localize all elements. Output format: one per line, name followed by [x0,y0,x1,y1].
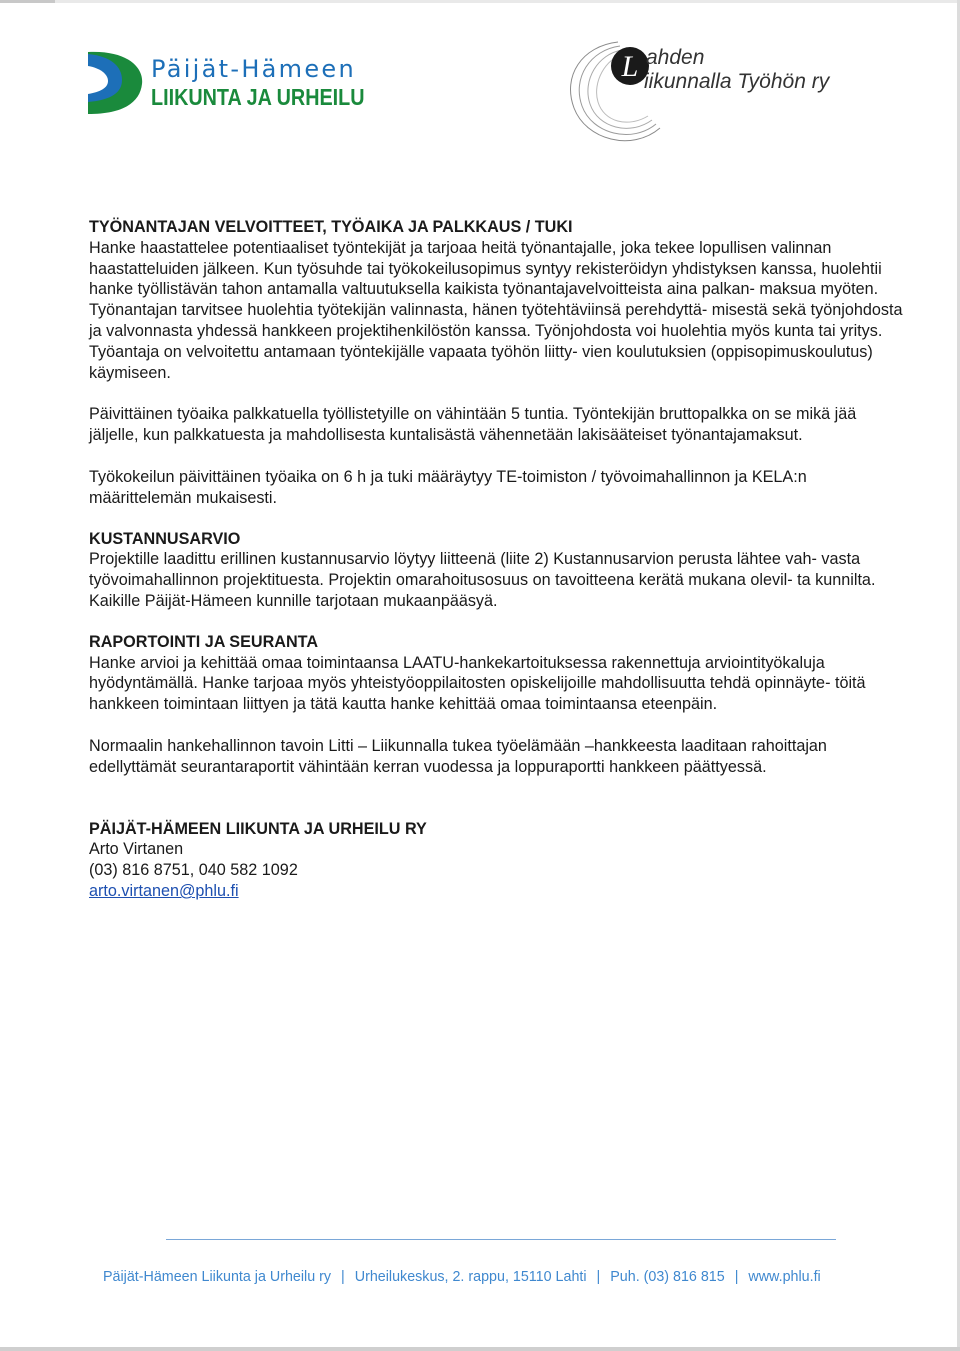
signature-email-link[interactable]: arto.virtanen@phlu.fi [89,881,239,900]
section-reporting [89,632,904,778]
org-logo-line1: Päijät-Hämeen [151,55,356,83]
signature-name: Arto Virtanen [89,840,184,859]
signature-org: PÄIJÄT-HÄMEEN LIIKUNTA JA URHEILU RY [89,819,427,838]
footer-separator: | [734,1269,739,1285]
footer-separator: | [596,1269,601,1285]
signature-phones: (03) 816 8751, 040 582 1092 [89,861,298,880]
footer-web[interactable]: www.phlu.fi [748,1269,821,1285]
section-cost-estimate [89,529,904,612]
section-paragraph: Päivittäinen työaika palkkatuella työllistetyille on vähintään 5 tuntia. Työntekijän bruttopalkka on se mikä jää jäljelle, kun palkkatuesta ja mahdollisesta kuntalisästä vähennetään lakisääteiset työnantajamaksut. [89,405,857,445]
footer-org: Päijät-Hämeen Liikunta ja Urheilu ry [103,1269,332,1285]
section-heading: TYÖNANTAJAN VELVOITTEET, TYÖAIKA JA PALKKAUS / TUKI [89,218,573,236]
partner-logo-letter-text: L [621,50,639,83]
org-logo-mark [88,44,148,116]
footer-contact [103,1269,903,1285]
partner-logo [560,36,860,156]
footer-divider [166,1239,836,1240]
footer-phone: Puh. (03) 816 815 [610,1269,725,1285]
section-paragraph: Työkokeilun päivittäinen työaika on 6 h ja tuki määräytyy TE-toimiston / työvoimahallinnon ja KELA:n määrittelemän mukaisesti. [89,467,807,507]
footer-separator: | [341,1269,345,1285]
section-heading: RAPORTOINTI JA SEURANTA [89,632,319,651]
document-body [89,217,904,902]
org-logo-line2: LIIKUNTA JA URHEILU [151,84,365,110]
section-heading: KUSTANNUSARVIO [89,529,241,548]
org-logo [88,44,408,116]
partner-logo-line1: ahden [646,46,705,69]
partner-logo-line2: iikunnalla Työhön ry [644,70,830,93]
section-paragraph: Hanke haastattelee potentiaaliset työntekijät ja tarjoaa heitä työnantajalle, joka tekee lopullisen valinnan haastatteluiden jälkeen. Kun työsuhde tai työkokeilusopimus syntyy rekisteröidyn yhdistyksen kanssa, huolehtii hanke työllistävän tahon antamalla valtuutuksella kaikista työnantajavelvoitteista aina palkan- maksua myöten. Työnantajan tarvitsee huolehtia työtekijän valinnasta, hänen työtehtäviinsä perehdyttä- misestä sekä työnjohdosta ja valvonnasta yhdessä hankkeen projektihenkilöstön kanssa. Työnjohdosta voi huolehtia myös kunta tai yritys. Työantaja on velvoitettu antamaan työntekijälle vapaata työhön liitty- vien koulutuksien (oppisopimuskoulutus) käymiseen. [89,238,903,382]
section-employer-obligations [89,217,904,509]
section-paragraph: Hanke arvioi ja kehittää omaa toimintaansa LAATU-hankekartoituksessa rakennettuja arviointityökaluja hyödyntämällä. Hanke tarjoaa myös yhteistyöoppilaitosten opiskelijoille mahdollisuutta tehdä opinnäyte- töitä hankkeen toimintaan liittyen ja tätä kautta hanke kehittää omaa toimintaansa eteenpäin. [89,653,866,714]
scan-edge-top [0,0,960,3]
footer-address: Urheilukeskus, 2. rappu, 15110 Lahti [354,1269,587,1285]
signature-block [89,819,904,902]
scan-edge-bottom [0,1347,960,1351]
section-paragraph: Normaalin hankehallinnon tavoin Litti – Liikunnalla tukea työelämään –hankkeesta laaditaan rahoittajan edellyttämät seurantaraportit vähintään kerran vuodessa ja loppuraportti hankkeen päättyessä. [89,736,827,776]
section-paragraph: Projektille laadittu erillinen kustannusarvio löytyy liitteenä (liite 2) Kustannusarvion perusta lähtee vah- vasta työvoimahallinnon projektituesta. Projektin omarahoitusosuus on tavoitteena kerätä mukana olevil- ta kunnilta. Kaikille Päijät-Hämeen kunnille tarjotaan mukaanpääsyä. [89,550,876,610]
